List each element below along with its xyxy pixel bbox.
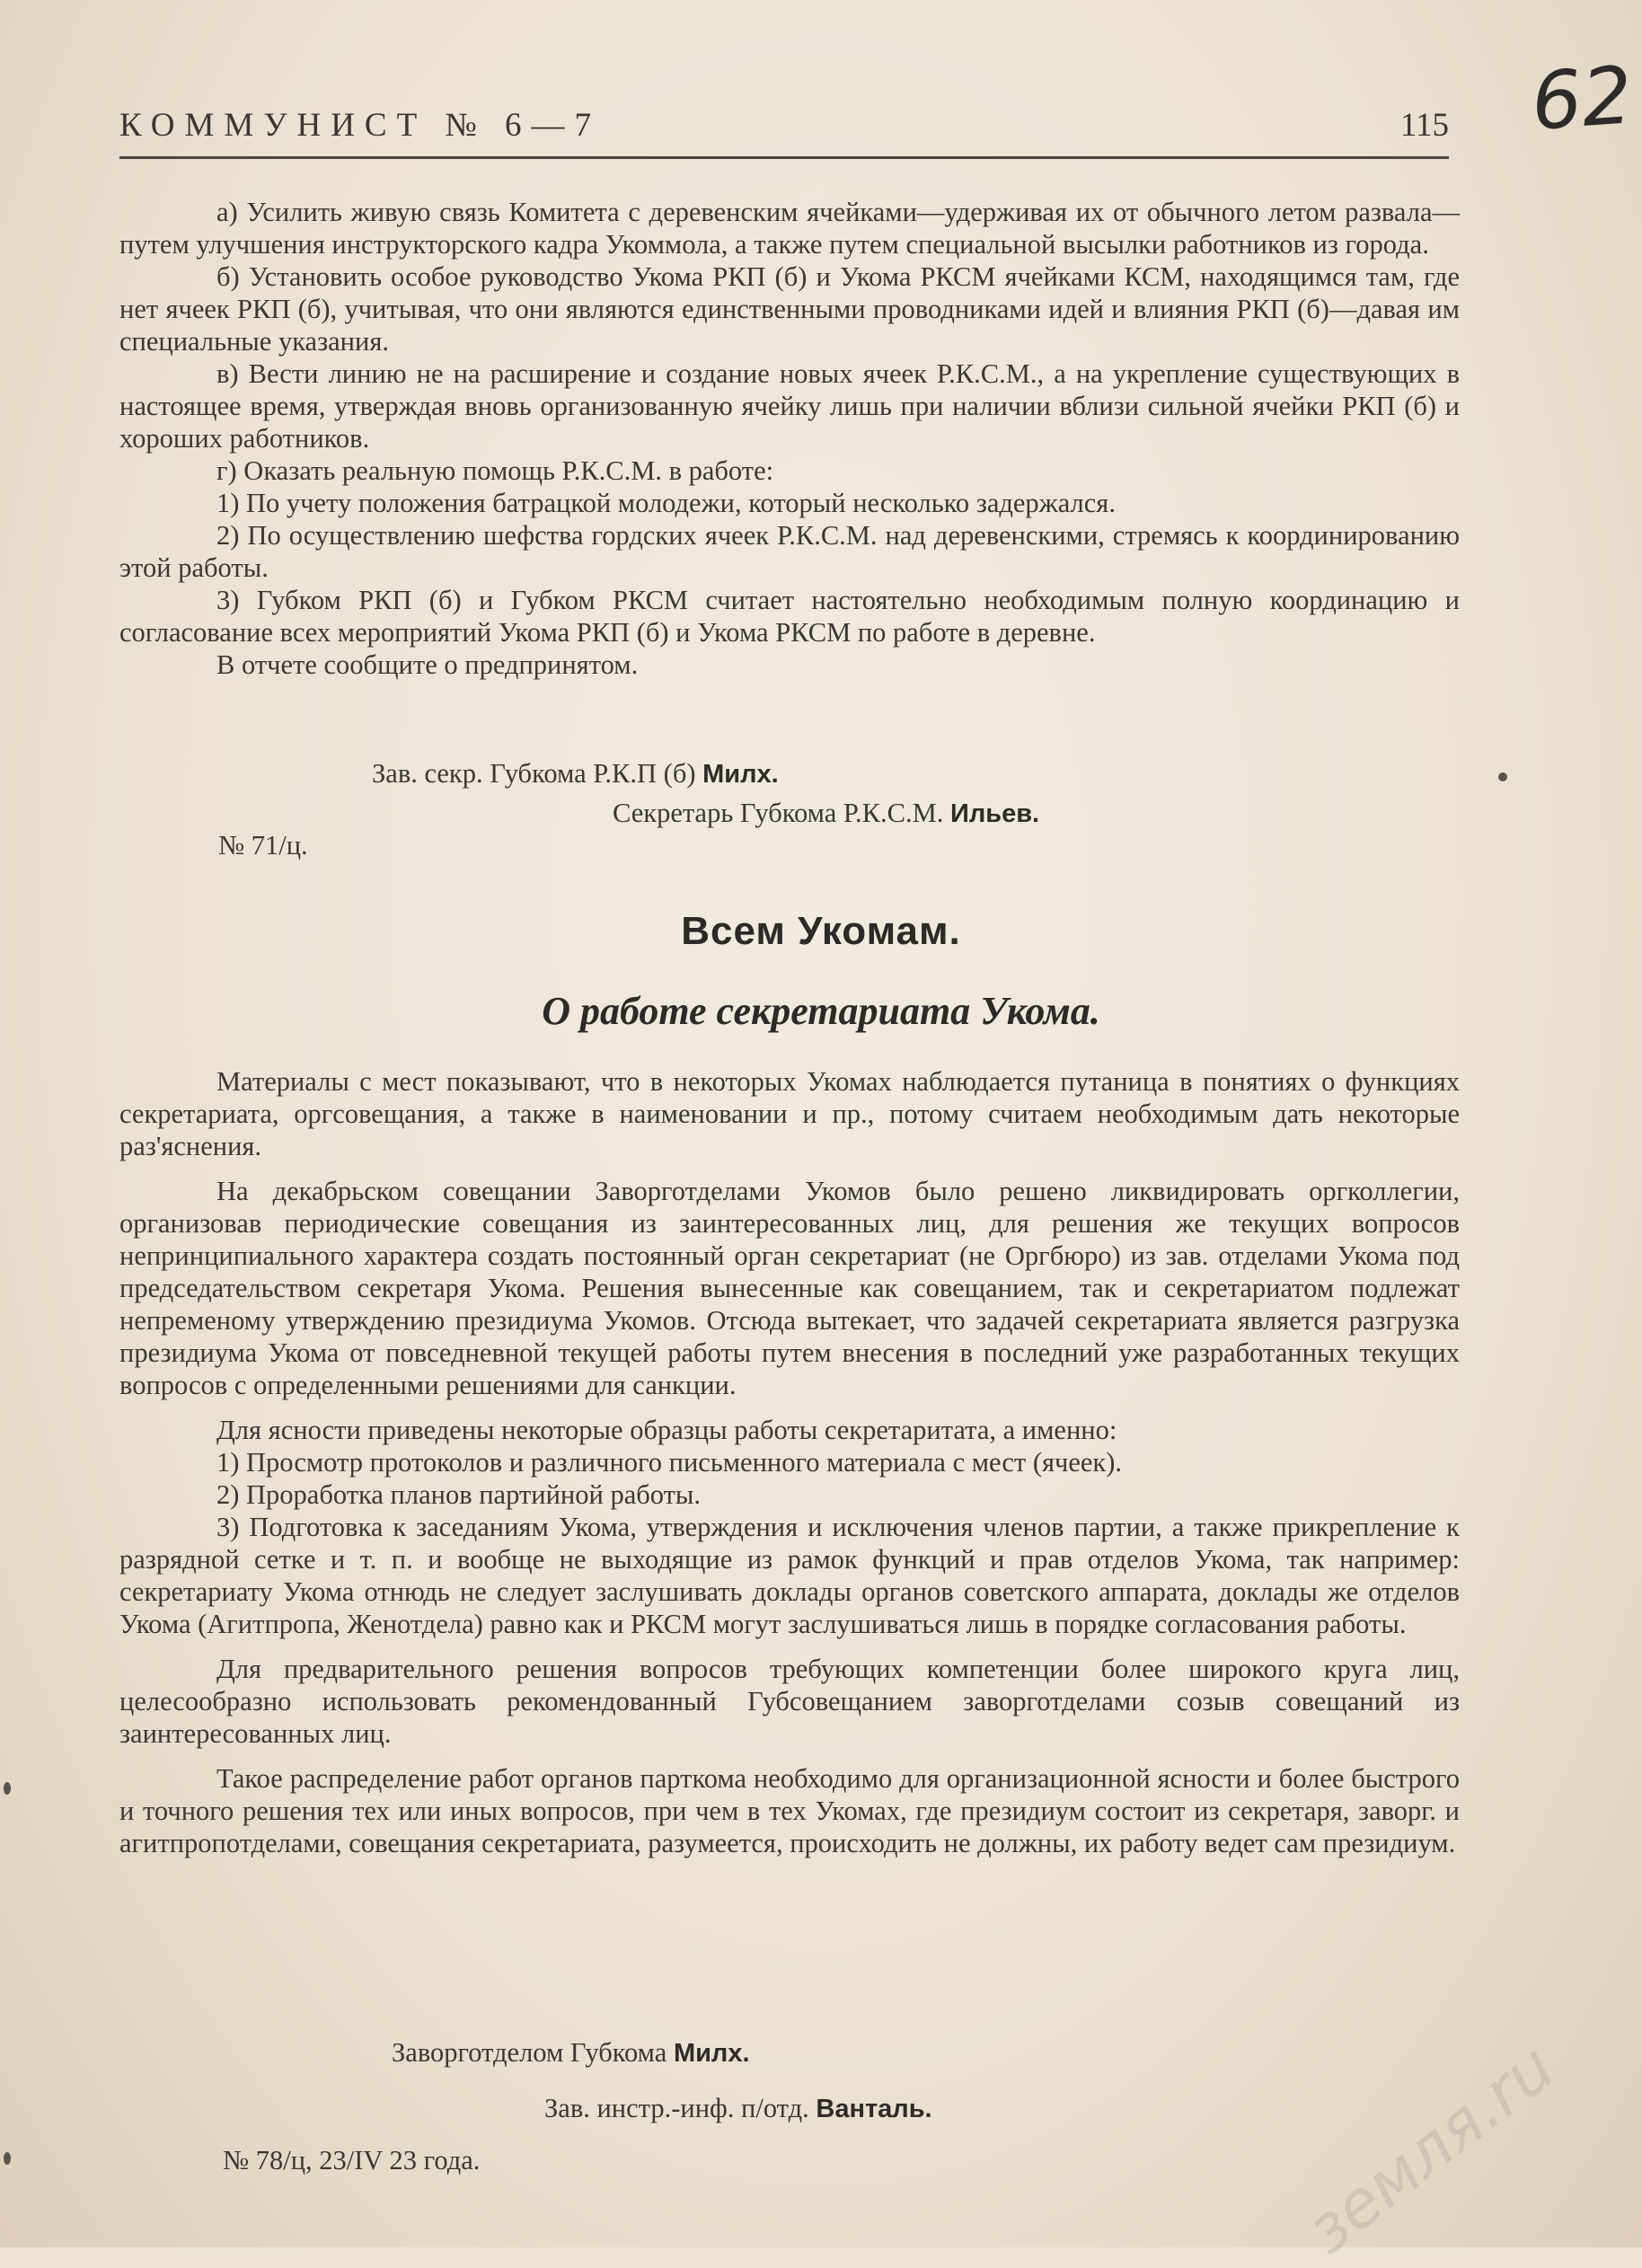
signature-line-2 — [613, 798, 1039, 829]
paragraph: в) Вести линию не на расширение и создание новых ячеек Р.К.С.М., а на укрепление существующих в настоящее время, утверждая вновь организованную ячейку лишь при наличии вблизи сильной ячейки РКП (б) и хороших работников. — [119, 358, 1460, 454]
signature-title: Зав. инстр.-инф. п/отд. — [544, 2093, 809, 2123]
page-header — [119, 106, 1449, 151]
paragraph: В отчете сообщите о предпринятом. — [216, 649, 639, 680]
section-subheading: О работе секретариата Укома. — [542, 989, 1100, 1033]
ink-speck — [4, 1782, 11, 1795]
paragraph: Материалы с мест показывают, что в некоторых Укомах наблюдается путаница в понятиях о функциях секретариата, оргсовещания, а также в наименовании и пр., потому считаем необходимым дать некоторые раз'яснения. — [119, 1066, 1460, 1161]
paragraph: 2) По осуществлению шефства гордских ячеек Р.К.С.М. над деревенскими, стремясь к координированию этой работы. — [119, 520, 1460, 583]
ink-speck — [4, 2152, 11, 2165]
signature-title: Зав. секр. Губкома Р.К.П (б) — [372, 758, 696, 789]
page-number: 115 — [1399, 107, 1449, 144]
paragraph: 1) По учету положения батрацкой молодежи, который несколько задержался. — [216, 488, 1116, 518]
signature-line-1 — [372, 758, 779, 790]
paragraph: 3) Подготовка к заседаниям Укома, утверждения и исключения членов партии, а также прикрепление к разрядной сетке и т. п. и вообще не выходящие из рамок функций и прав отделов Укома, так например: секретариату Укома отнюдь не следует заслушивать доклады органов советского аппарата, доклады же отделов Укома (Агитпропа, Женотдела) равно как и РКСМ могут заслушиваться лишь в порядке согласования работы. — [119, 1512, 1460, 1639]
paragraph: б) Установить особое руководство Укома РКП (б) и Укома РКСМ ячейками КСМ, находящимся там, где нет ячеек РКП (б), учитывая, что они являются единственными проводниками идей и влияния РКП (б)—давая им специальные указания. — [119, 261, 1460, 357]
signature-name: Ванталь. — [816, 2095, 932, 2123]
paragraph: г) Оказать реальную помощь Р.К.С.М. в работе: — [216, 455, 774, 486]
signature-name: Ильев. — [950, 799, 1040, 828]
section-heading: Всем Укомам. — [681, 909, 961, 953]
signature-name: Милх. — [673, 2039, 750, 2068]
paragraph: 3) Губком РКП (б) и Губком РКСМ считает настоятельно необходимым полную координацию и согласование всех мероприятий Укома РКП (б) и Укома РКСМ по работе в деревне. — [119, 585, 1460, 648]
paragraph: На декабрьском совещании Заворготделами Укомов было решено ликвидировать оргколлегии, организовав периодические совещания из заинтересованных лиц, для решения же текущих вопросов непринципиального характера создать постоянный орган секретариат (не Оргбюро) из зав. отделами Укома под председательством секретаря Укома. Решения вынесенные как совещанием, так и секретариатом подлежат непременому утверждению президиума Укомов. Отсюда вытекает, что задачей секретариата является разгрузка президиума Укома от повседневной текущей работы путем внесения в последний уже разработанных текущих вопросов с определенными решениями для санкции. — [119, 1176, 1460, 1400]
ink-speck — [1498, 772, 1507, 781]
header-rule — [119, 156, 1449, 159]
signature-line-3 — [392, 2037, 750, 2069]
signature-title: Секретарь Губкома Р.К.С.М. — [613, 798, 944, 828]
journal-title: КОММУНИСТ № 6—7 — [119, 107, 601, 144]
section1-body — [119, 196, 1460, 681]
paragraph: 1) Просмотр протоколов и различного письменного материала с мест (ячеек). — [216, 1447, 1123, 1478]
handwritten-page-number: 62 — [1528, 49, 1636, 148]
paragraph: Для предварительного решения вопросов требующих компетенции более широкого круга лиц, целесообразно использовать рекомендованный Губсовещанием заворготделами созыв совещаний из заинтересованных лиц. — [119, 1654, 1460, 1749]
section2-body — [119, 1065, 1460, 1859]
paragraph: 2) Проработка планов партийной работы. — [216, 1479, 702, 1510]
signature-line-4 — [544, 2093, 932, 2124]
watermark: земля.ru — [1292, 2029, 1568, 2268]
paragraph: а) Усилить живую связь Комитета с деревенским ячейками—удерживая их от обычного летом развала—путем улучшения инструкторского кадра Укоммола, а также путем специальной высылки работников из города. — [119, 197, 1460, 260]
document-number: № 78/ц, 23/IV 23 года. — [223, 2145, 481, 2175]
paragraph: Для ясности приведены некоторые образцы работы секретаритата, а именно: — [216, 1415, 1117, 1445]
signature-name: Милх. — [702, 760, 779, 789]
paragraph: Такое распределение работ органов парткома необходимо для организационной ясности и более быстрого и точного решения тех или иных вопросов, при чем в тех Укомах, где президиум состоит из секретаря, заворг. и агитпропотделами, совещания секретариата, разумеется, происходить не должны, их работу ведет сам президиум. — [119, 1763, 1460, 1858]
document-number: № 71/ц. — [218, 830, 308, 860]
signature-title: Заворготделом Губкома — [392, 2037, 667, 2068]
